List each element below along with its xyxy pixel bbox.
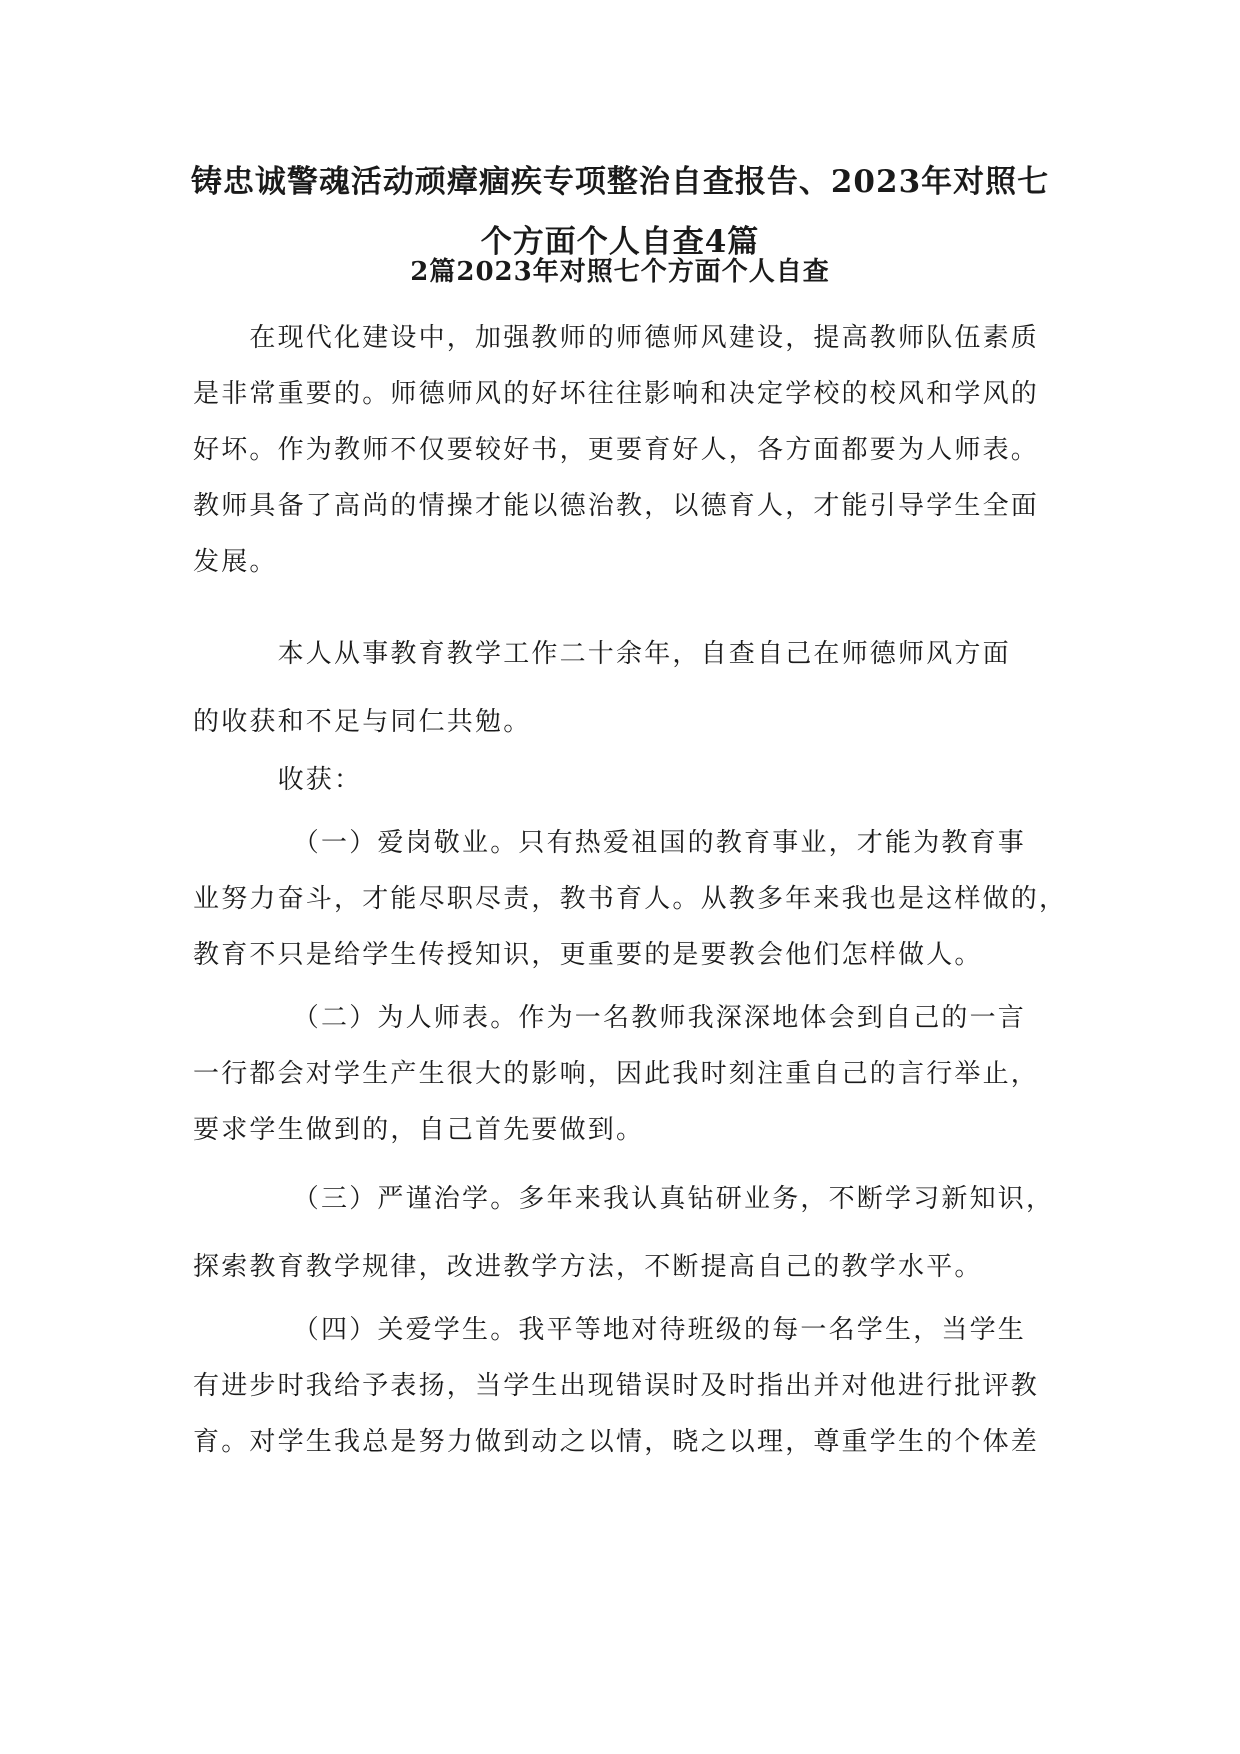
paragraph-line: 好坏。作为教师不仅要较好书，更要育好人，各方面都要为人师表。 [193,435,1040,465]
paragraph-line: 本人从事教育教学工作二十余年，自查自己在师德师风方面 [193,639,1011,669]
paragraph-line: 有进步时我给予表扬，当学生出现错误时及时指出并对他进行批评教 [193,1371,1040,1401]
paragraph-line: 探索教育教学规律，改进教学方法，不断提高自己的教学水平。 [193,1252,983,1282]
paragraph-line: 在现代化建设中，加强教师的师德师风建设，提高教师队伍素质 [193,323,1040,353]
title-line-1: 铸忠诚警魂活动顽瘴痼疾专项整治自查报告、2023年对照七 [190,164,1050,200]
paragraph-line: 业努力奋斗，才能尽职尽责，教书育人。从教多年来我也是这样做的， [193,884,1068,914]
paragraph-line: （四）关爱学生。我平等地对待班级的每一名学生，当学生 [193,1315,1027,1345]
paragraph-line: 教师具备了高尚的情操才能以德治教，以德育人，才能引导学生全面 [193,491,1040,521]
paragraph-line: 育。对学生我总是努力做到动之以情，晓之以理，尊重学生的个体差 [193,1427,1040,1457]
paragraph-line: 的收获和不足与同仁共勉。 [193,707,532,737]
paragraph-line: 教育不只是给学生传授知识，更重要的是要教会他们怎样做人。 [193,940,983,970]
paragraph-line: 要求学生做到的，自己首先要做到。 [193,1115,645,1145]
paragraph-line: 一行都会对学生产生很大的影响，因此我时刻注重自己的言行举止， [193,1059,1040,1089]
paragraph-item-2 [193,990,1055,1158]
paragraph-line: （一）爱岗敬业。只有热爱祖国的教育事业，才能为教育事 [193,828,1027,858]
paragraph-line: 发展。 [193,547,278,577]
paragraph-line: （三）严谨治学。多年来我认真钻研业务，不断学习新知识， [193,1184,1055,1214]
paragraph-self-check [193,620,1055,756]
paragraph-line: 收获： [193,765,363,795]
paragraph-item-1 [193,815,1068,983]
paragraph-intro [193,310,1055,590]
paragraph-line: 是非常重要的。师德师风的好坏往往影响和决定学校的校风和学风的 [193,379,1040,409]
paragraph-item-4 [193,1302,1055,1470]
paragraph-item-3 [193,1165,1055,1301]
title-line-2: 个方面个人自查4篇 [480,224,760,260]
document-subtitle: 2篇2023年对照七个方面个人自查 [410,257,830,287]
paragraph-line: （二）为人师表。作为一名教师我深深地体会到自己的一言 [193,1003,1027,1033]
paragraph-gains-heading [193,752,1055,808]
